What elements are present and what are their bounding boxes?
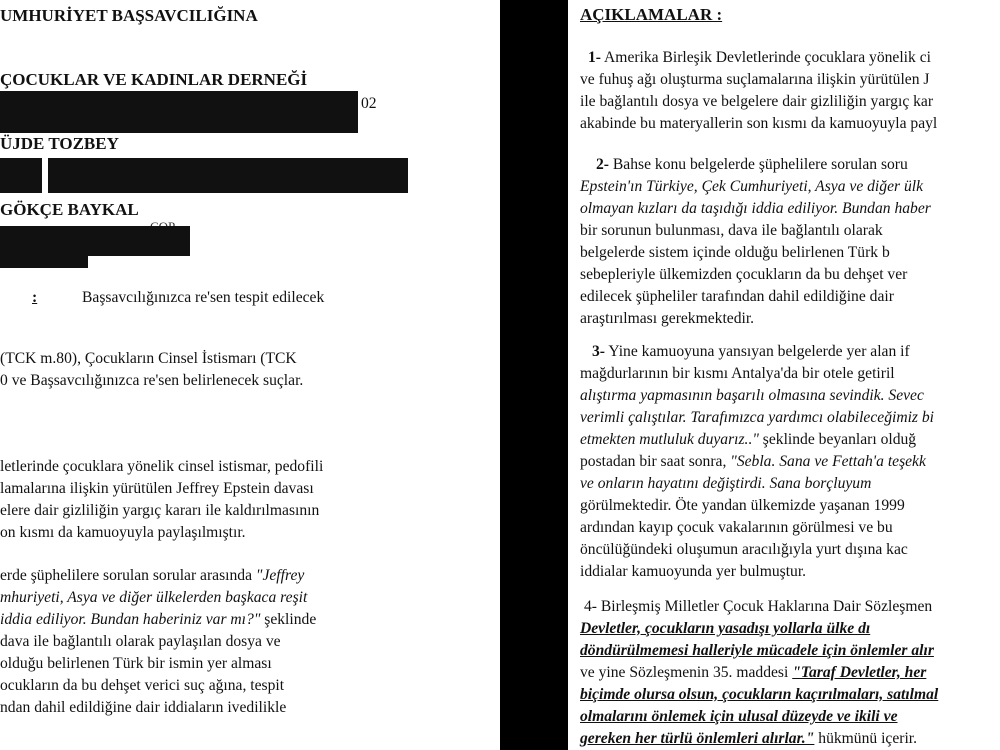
item3-line: alıştırma yapmasının başarılı olmasına sevindik. Sevec [580,387,924,404]
item2-line: olmayan kızları da taşıdığı iddia ediliyor. Bundan haber [580,200,931,217]
item3-text: Yine kamuoyuna yansıyan belgelerde yer alan if [608,343,910,360]
item3-line: öncülüğündeki oluşumun aracılığıyla yurt dışına kac [580,541,908,558]
item1-line: ve fuhuş ağı oluşturma suçlamalarına ilişkin yürütülen J [580,71,930,88]
item2-line [596,155,908,175]
page-gutter [500,0,568,750]
item4-text: ve yine Sözleşmenin 35. maddesi [580,664,793,681]
para1-line: on kısmı da kamuoyuyla paylaşılmıştır. [0,524,246,541]
item4-line: döndürülmemesi halleriyle mücadele için önlemler alır [580,642,934,659]
item4-line [580,663,926,683]
subject-marker: : [32,289,38,306]
item2-line: sebepleriyle ülkemizden çocukların da bu dehşet ver [580,266,908,283]
item3-line: ardından kayıp çocuk vakalarının görülmesi ve bu [580,519,893,536]
subject-line [82,288,380,308]
para2-quote: "Jeffrey [255,567,305,584]
item3-line [580,452,926,472]
para1-line: lamalarına ilişkin yürütülen Jeffrey Epstein davası [0,480,314,497]
item3-quote: etmekten mutluluk duyarız.." [580,431,759,448]
item3-line [592,342,910,362]
para2-line: mhuriyeti, Asya ve diğer ülkelerden başkaca reşit [0,589,308,606]
item4-quote: gereken her türlü önlemleri alırlar." [580,730,815,747]
item2-line: bir sorunun bulunması, dava ile bağlantılı olarak [580,222,883,239]
redaction-block [0,256,88,268]
para2-line: olduğu belirlenen Türk bir ismin yer alması [0,655,272,672]
para2-line [0,566,304,586]
item1-line: akabinde bu materyallerin son kısmı da kamuoyuyla payl [580,115,938,132]
redaction-block [0,226,190,256]
item1-line [588,48,931,68]
redaction-block [0,158,42,193]
complainant-number-suffix: 02 [361,95,377,112]
crimes-line-1: (TCK m.80), Çocukların Cinsel İstismarı (TCK [0,350,297,367]
item3-line [580,430,916,450]
item4-quote: "Taraf Devletler, her [792,664,927,681]
item2-text: Bahse konu belgelerde şüphelilere sorulan soru [612,156,908,173]
item2-line: Epstein'ın Türkiye, Çek Cumhuriyeti, Asya ve diğer ülk [580,178,924,195]
item1-line: ile bağlantılı dosya ve belgelere dair gizliliğin yargıç kar [580,93,934,110]
subject-text: Başsavcılığınızca re'sen tespit edilecek [82,289,325,306]
para2-line [0,610,316,630]
item3-number: 3- [592,343,605,360]
person-1-name: ÜJDE TOZBEY [0,134,119,153]
para2-text: şeklinde [260,611,317,628]
item2-line: araştırılması gerekmektedir. [580,310,755,327]
redaction-block [0,91,358,133]
item3-line: mağdurlarının bir kısmı Antalya'da bir otele getiril [580,365,895,382]
item3-text: postadan bir saat sonra, [580,453,731,470]
crimes-line-2: 0 ve Başsavcılığınızca re'sen belirlenecek suçlar. [0,372,304,389]
item4-line: Devletler, çocukların yasadışı yollarla ülke dı [580,620,871,637]
item3-line: görülmektedir. Öte yandan ülkemizde yaşanan 1999 [580,497,905,514]
para1-line: letlerinde çocuklara yönelik cinsel istismar, pedofili [0,458,324,475]
item4-line: olmalarını önlemek için ulusal düzeyde ve ikili ve [580,708,898,725]
person-2-name: GÖKÇE BAYKAL [0,200,139,219]
para1-line: elere dair gizliliğin yargıç kararı ile kaldırılmasının [0,502,320,519]
item3-quote: "Sebla. Sana ve Fettah'a teşekk [730,453,926,470]
addressee-heading: UMHURİYET BAŞSAVCILIĞINA [0,6,258,25]
para2-text: erde şüphelilere sorulan sorular arasında [0,567,256,584]
item1-number: 1- [588,49,601,66]
explanations-heading: AÇIKLAMALAR : [580,5,723,24]
item3-line: iddialar kamuoyunda yer bulmuştur. [580,563,807,580]
item3-line: verimli çalıştılar. Tarafımızca yardımcı olabileceğimiz bi [580,409,935,426]
item4-line [580,729,917,749]
item4-line: biçimde olursa olsun, çocukların kaçırılmaları, satılmal [580,686,939,703]
right-document-page [568,0,1000,750]
item2-number: 2- [596,156,609,173]
item3-line: ve onların hayatını değiştirdi. Sana borçluyum [580,475,872,492]
item2-line: belgelerde sistem içinde olduğu belirlenen Türk b [580,244,890,261]
para2-line: dava ile bağlantılı olarak paylaşılan dosya ve [0,633,281,650]
item4-text: hükmünü içerir. [814,730,918,747]
item3-text: şeklinde beyanları olduğ [758,431,917,448]
item4-line: 4- Birleşmiş Milletler Çocuk Haklarına Dair Sözleşmen [584,598,933,615]
para2-line: ndan dahil edildiğine dair iddiaların ivedilikle [0,699,287,716]
item2-line: edilecek şüpheliler tarafından dahil edildiğine dair [580,288,894,305]
item1-text: Amerika Birleşik Devletlerinde çocuklara yönelik ci [604,49,931,66]
para2-quote: iddia ediliyor. Bundan haberiniz var mı?" [0,611,261,628]
complainant-name: ÇOCUKLAR VE KADINLAR DERNEĞİ [0,70,308,89]
para2-line: ocukların da bu dehşet verici suç ağına, tespit [0,677,285,694]
redaction-block [48,158,408,193]
